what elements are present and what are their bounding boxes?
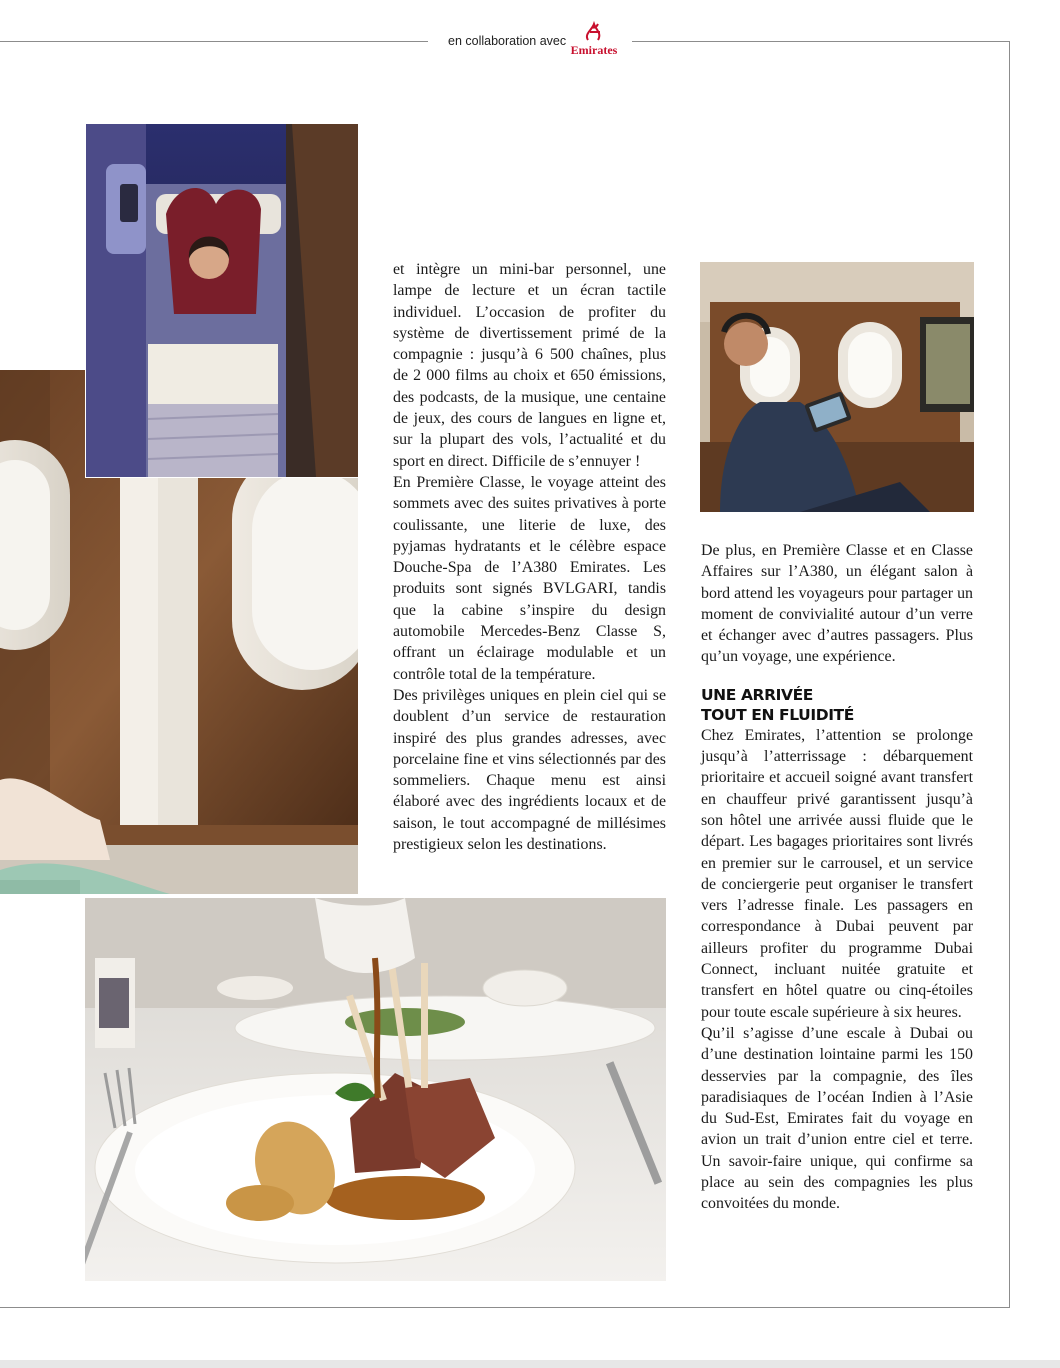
collaboration-label: en collaboration avec: [448, 34, 567, 48]
article-column-right: [701, 540, 973, 1215]
lamb-dish-photo: [85, 898, 666, 1281]
paragraph-entertainment: et intègre un mini-bar personnel, une lampe de lecture et un écran tactile individuel. L’occasion de profiter du système de divertissement primé de la compagnie : jusqu’à 6 500 chaînes, plus de 2 000 films au choix et 650 émissions, des podcasts, de la musique, une centaine de jeux, des cours de langues en ligne et, sur la plupart des vols, l’actualité et du sport en direct. Difficile de s’ennuyer !: [393, 261, 666, 470]
sleeping-passenger-photo: [85, 123, 359, 478]
paragraph-onboard-lounge: De plus, en Première Classe et en Classe Affaires sur l’A380, un élégant salon à bord attend les voyageurs pour partager un moment de convivialité autour d’un verre et échanger avec d’autres passagers. Plus qu’un voyage, une expérience.: [701, 542, 973, 666]
passenger-tablet-photo: [700, 262, 974, 512]
emirates-logo-text: Emirates: [570, 43, 618, 57]
header-rule-right: [632, 41, 1010, 42]
page-frame-right: [1009, 41, 1010, 1308]
article-column-middle: [393, 259, 666, 855]
page-edge: [0, 1360, 1060, 1368]
paragraph-first-class: En Première Classe, le voyage atteint des sommets avec des suites privatives à porte coulissante, une literie de luxe, des pyjamas hydratants et le célèbre espace Douche-Spa de l’A380 Emirates. Les produits sont signés BVLGARI, tandis que la cabine s’inspire du design automobile Mercedes-Benz Classe S, offrant un éclairage modulable et un contrôle total de la température.: [393, 473, 666, 683]
section-heading-line1: UNE ARRIVÉE: [701, 685, 813, 704]
paragraph-dining: Des privilèges uniques en plein ciel qui se doublent d’un service de restauration inspiré des plus grandes adresses, avec porcelaine fine et vins sélectionnés par des sommeliers. Chaque menu est ainsi élaboré avec des ingrédients locaux et de saison, le tout accompagné de millésimes prestigieux selon les destinations.: [393, 686, 666, 854]
paragraph-arrival: Chez Emirates, l’attention se prolonge jusqu’à l’atterrissage : débarquement prioritaire et accueil soigné avant transfert en chauffeur privé garantissent jusqu’à son hôtel une arrivée aussi fluide que le départ. Les bagages prioritaires sont livrés en premier sur le carrousel, et un service de conciergerie peut organiser le transfert vers l’adresse finale. Les passagers en correspondance à Dubai peuvent par ailleurs profiter du programme Dubai Connect, incluant nuitée gratuite et transfert en hôtel quatre ou cinq-étoiles pour toute escale supérieure à six heures.: [701, 726, 973, 1021]
emirates-calligraphy-icon: [562, 20, 626, 44]
emirates-logo: [562, 20, 626, 60]
section-heading: [701, 685, 973, 725]
paragraph-conclusion: Qu’il s’agisse d’une escale à Dubai ou d’une destination lointaine parmi les 150 desservies par la compagnie, des îles paradisiaques de l’océan Indien à l’Asie du Sud-Est, Emirates fait du voyage en avion un trait d’union entre ciel et terre. Un savoir-faire unique, qui confirme sa place au sein des compagnies les plus convoitées du monde.: [701, 1024, 973, 1213]
page-frame-bottom: [0, 1307, 1010, 1308]
section-heading-line2: TOUT EN FLUIDITÉ: [701, 705, 854, 724]
header-rule-left: [0, 41, 428, 42]
